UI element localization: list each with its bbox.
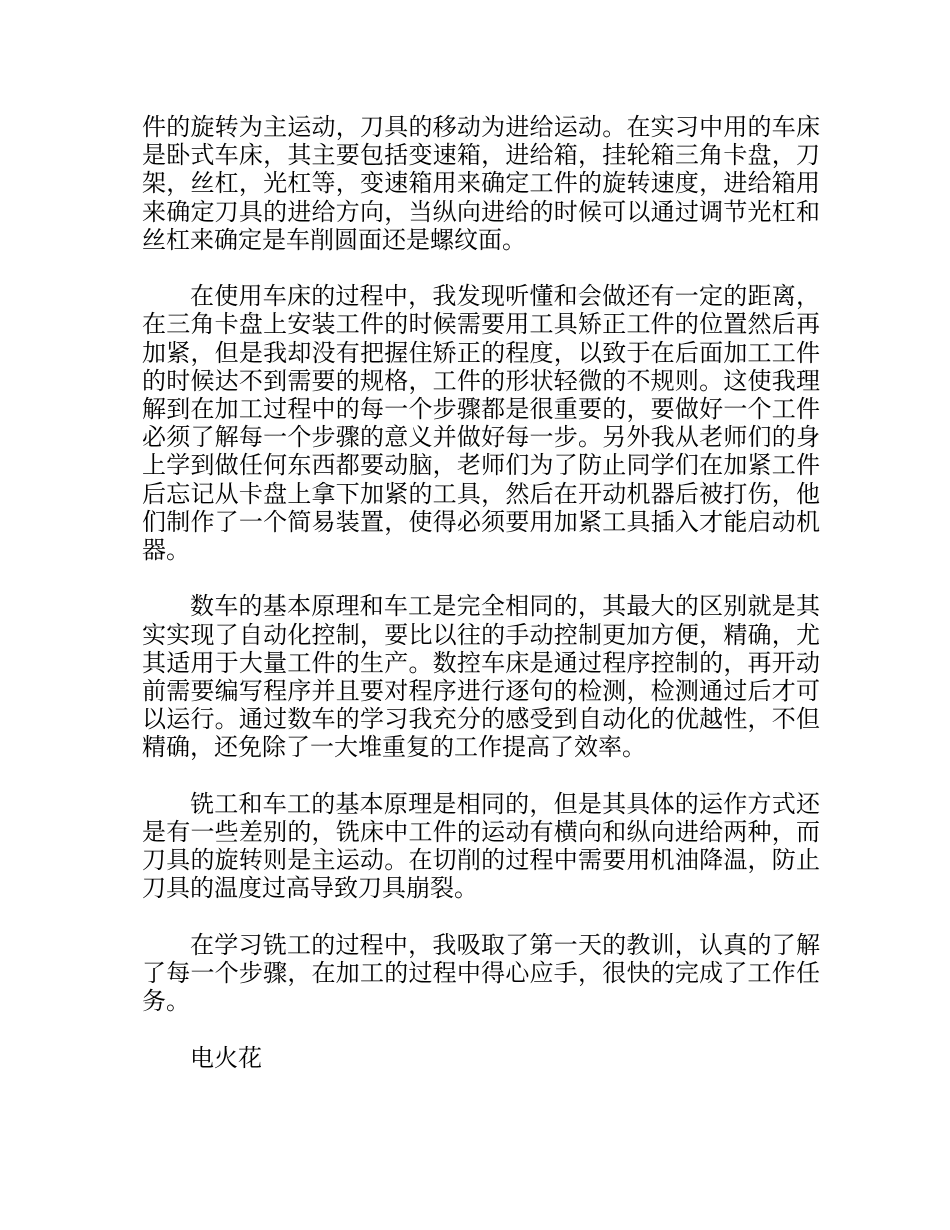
- section-heading-edm: 电火花: [190, 1043, 262, 1072]
- paragraph-lathe-structure: 件的旋转为主运动，刀具的移动为进给运动。在实习中用的车床是卧式车床，其主要包括变速箱，进给箱，挂轮箱三角卡盘，刀架，丝杠，光杠等，变速箱用来确定工件的旋转速度，进给箱用来确定刀具的进给方向，当纵向进给的时候可以通过调节光杠和丝杠来确定是车削圆面还是螺纹面。: [142, 113, 820, 254]
- document-body: [142, 113, 820, 1072]
- paragraph-milling-experience: 在学习铣工的过程中，我吸取了第一天的教训，认真的了解了每一个步骤，在加工的过程中得心应手，很快的完成了工作任务。: [142, 930, 820, 1016]
- paragraph-cnc-lathe: 数车的基本原理和车工是完全相同的，其最大的区别就是其实实现了自动化控制，要比以往的手动控制更加方便，精确，尤其适用于大量工件的生产。数控车床是通过程序控制的，再开动前需要编写程序并且要对程序进行逐句的检测，检测通过后才可以运行。通过数车的学习我充分的感受到自动化的优越性，不但精确，还免除了一大堆重复的工作提高了效率。: [142, 592, 820, 762]
- paragraph-lathe-experience: 在使用车床的过程中，我发现听懂和会做还有一定的距离，在三角卡盘上安装工件的时候需要用工具矫正工件的位置然后再加紧，但是我却没有把握住矫正的程度，以致于在后面加工工件的时候达不到需要的规格，工件的形状轻微的不规则。这使我理解到在加工过程中的每一个步骤都是很重要的，要做好一个工件必须了解每一个步骤的意义并做好每一步。另外我从老师们的身上学到做任何东西都要动脑，老师们为了防止同学们在加紧工件后忘记从卡盘上拿下加紧的工具，然后在开动机器后被打伤，他们制作了一个简易装置，使得必须要用加紧工具插入才能启动机器。: [142, 282, 820, 565]
- paragraph-milling-principle: 铣工和车工的基本原理是相同的，但是其具体的运作方式还是有一些差别的，铣床中工件的运动有横向和纵向进给两种，而刀具的旋转则是主运动。在切削的过程中需要用机油降温，防止刀具的温度过高导致刀具崩裂。: [142, 789, 820, 903]
